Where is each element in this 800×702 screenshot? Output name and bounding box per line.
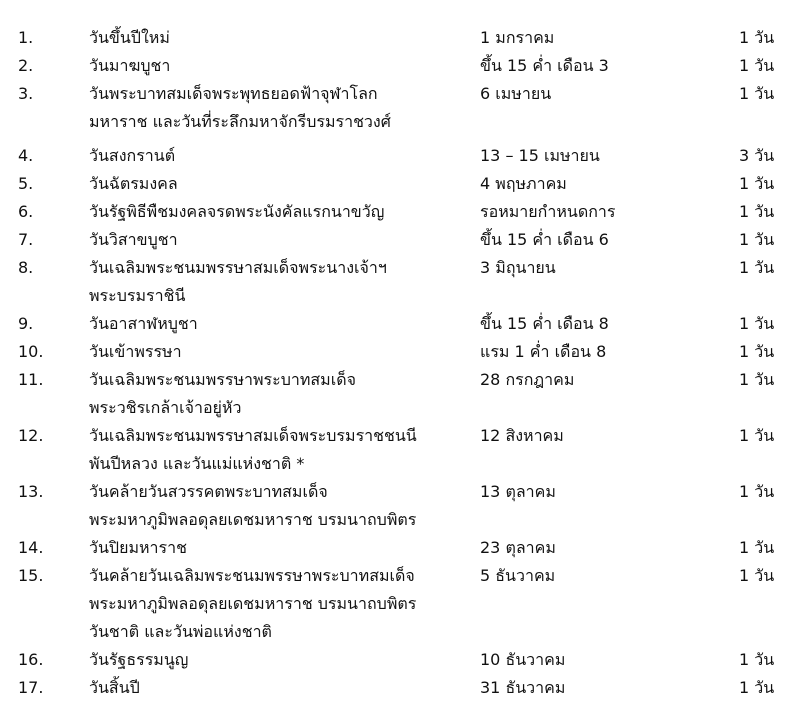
holiday-name <box>89 142 175 170</box>
holiday-duration: 1 วัน <box>739 426 775 445</box>
holiday-name-line: วันขึ้นปีใหม่ <box>89 28 170 47</box>
holiday-date: ขึ้น 15 ค่ำ เดือน 8 <box>480 314 609 333</box>
holiday-number: 5. <box>18 174 34 193</box>
holiday-number: 2. <box>18 56 34 75</box>
holiday-name <box>89 338 182 366</box>
holiday-name-line: วันวิสาขบูชา <box>89 230 178 249</box>
holiday-date: รอหมายกำหนดการ <box>480 202 616 221</box>
holiday-number: 12. <box>18 426 44 445</box>
holiday-name <box>89 226 178 254</box>
holiday-name-line: พระมหาภูมิพลอดุลยเดชมหาราช บรมนาถบพิตร <box>89 594 417 613</box>
holiday-date: 10 ธันวาคม <box>480 650 566 669</box>
holiday-duration: 3 วัน <box>739 146 775 165</box>
holiday-number: 1. <box>18 28 34 47</box>
holiday-name <box>89 562 416 646</box>
holiday-name-line: วันเฉลิมพระชนมพรรษาสมเด็จพระนางเจ้าฯ <box>89 258 387 277</box>
holiday-duration: 1 วัน <box>739 28 775 47</box>
holiday-name-line: วันปิยมหาราช <box>89 538 187 557</box>
holiday-name <box>89 534 187 562</box>
holiday-name <box>89 310 198 338</box>
holiday-date: 3 มิถุนายน <box>480 258 556 277</box>
holiday-number: 17. <box>18 678 44 697</box>
holiday-name-line: วันพระบาทสมเด็จพระพุทธยอดฟ้าจุฬาโลก <box>89 84 378 103</box>
holiday-duration: 1 วัน <box>739 56 775 75</box>
holiday-duration: 1 วัน <box>739 314 775 333</box>
holiday-number: 7. <box>18 230 34 249</box>
holiday-name-line: วันคล้ายวันสวรรคตพระบาทสมเด็จ <box>89 482 328 501</box>
holiday-date: 13 ตุลาคม <box>480 482 556 501</box>
holiday-name <box>89 52 170 80</box>
holiday-number: 11. <box>18 370 44 389</box>
holiday-name-line: วันรัฐพิธีพืชมงคลจรดพระนังคัลแรกนาขวัญ <box>89 202 385 221</box>
holiday-date: 4 พฤษภาคม <box>480 174 567 193</box>
holiday-duration: 1 วัน <box>739 84 775 103</box>
holiday-name <box>89 24 170 52</box>
holiday-date: 12 สิงหาคม <box>480 426 564 445</box>
holiday-name-line: วันมาฆบูชา <box>89 56 171 75</box>
holiday-number: 15. <box>18 566 44 585</box>
holiday-date: ขึ้น 15 ค่ำ เดือน 6 <box>480 230 609 249</box>
holiday-duration: 1 วัน <box>739 342 775 361</box>
holiday-name-line: มหาราช และวันที่ระลึกมหาจักรีบรมราชวงศ์ <box>89 112 391 131</box>
holiday-date: แรม 1 ค่ำ เดือน 8 <box>480 342 607 361</box>
holiday-duration: 1 วัน <box>739 230 775 249</box>
holiday-name-line: วันสิ้นปี <box>89 678 140 697</box>
holiday-number: 13. <box>18 482 44 501</box>
holiday-name-line: วันเข้าพรรษา <box>89 342 182 361</box>
holiday-name <box>89 254 387 310</box>
holiday-number: 14. <box>18 538 44 557</box>
holiday-name-line: วันคล้ายวันเฉลิมพระชนมพรรษาพระบาทสมเด็จ <box>89 566 415 585</box>
holiday-date: 23 ตุลาคม <box>480 538 556 557</box>
holiday-name-line: วันสงกรานต์ <box>89 146 176 165</box>
holiday-number: 9. <box>18 314 34 333</box>
holiday-name <box>89 646 188 674</box>
holiday-name-line: พันปีหลวง และวันแม่แห่งชาติ * <box>89 454 305 473</box>
holiday-name <box>89 170 178 198</box>
holiday-name <box>89 198 384 226</box>
holiday-duration: 1 วัน <box>739 258 775 277</box>
holiday-number: 16. <box>18 650 44 669</box>
holiday-date: 5 ธันวาคม <box>480 566 556 585</box>
holiday-duration: 1 วัน <box>739 678 775 697</box>
holiday-name <box>89 478 416 534</box>
holiday-name <box>89 80 391 136</box>
holiday-number: 8. <box>18 258 34 277</box>
holiday-duration: 1 วัน <box>739 566 775 585</box>
holiday-date: 13 – 15 เมษายน <box>480 146 600 165</box>
holiday-name <box>89 674 140 702</box>
holiday-date: 31 ธันวาคม <box>480 678 566 697</box>
holiday-name-line: พระมหาภูมิพลอดุลยเดชมหาราช บรมนาถบพิตร <box>89 510 417 529</box>
holiday-name-line: พระบรมราชินี <box>89 286 186 305</box>
holiday-duration: 1 วัน <box>739 650 775 669</box>
holiday-date: 6 เมษายน <box>480 84 552 103</box>
holiday-duration: 1 วัน <box>739 202 775 221</box>
holiday-number: 4. <box>18 146 34 165</box>
holiday-date: 1 มกราคม <box>480 28 555 47</box>
holiday-name-line: วันรัฐธรรมนูญ <box>89 650 189 669</box>
holiday-name <box>89 366 356 422</box>
holiday-name <box>89 422 417 478</box>
holiday-date: 28 กรกฎาคม <box>480 370 575 389</box>
holiday-duration: 1 วัน <box>739 482 775 501</box>
holiday-duration: 1 วัน <box>739 538 775 557</box>
holiday-date: ขึ้น 15 ค่ำ เดือน 3 <box>480 56 609 75</box>
holiday-number: 6. <box>18 202 34 221</box>
holiday-name-line: วันเฉลิมพระชนมพรรษาสมเด็จพระบรมราชชนนี <box>89 426 417 445</box>
holiday-duration: 1 วัน <box>739 370 775 389</box>
holiday-number: 10. <box>18 342 44 361</box>
holiday-duration: 1 วัน <box>739 174 775 193</box>
holiday-name-line: วันเฉลิมพระชนมพรรษาพระบาทสมเด็จ <box>89 370 356 389</box>
holiday-name-line: พระวชิรเกล้าเจ้าอยู่หัว <box>89 398 242 417</box>
holiday-name-line: วันฉัตรมงคล <box>89 174 178 193</box>
holiday-name-line: วันอาสาฬหบูชา <box>89 314 198 333</box>
holiday-number: 3. <box>18 84 34 103</box>
holiday-name-line: วันชาติ และวันพ่อแห่งชาติ <box>89 622 272 641</box>
